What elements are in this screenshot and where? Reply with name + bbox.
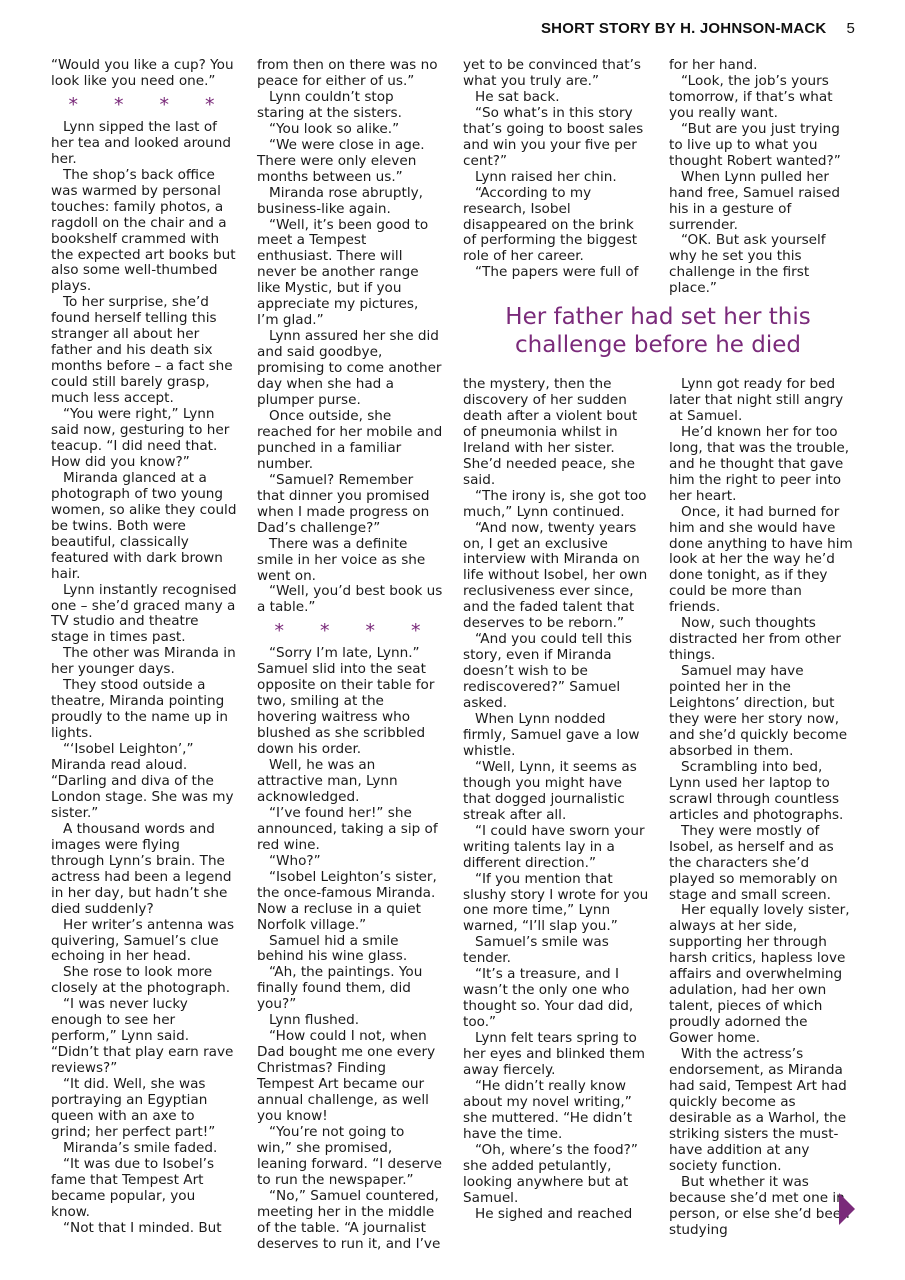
- paragraph: They stood outside a theatre, Miranda pointing proudly to the name up in lights.: [51, 677, 229, 742]
- story-byline: SHORT STORY BY H. JOHNSON-MACK: [540, 20, 827, 37]
- paragraph: When Lynn nodded firmly, Samuel gave a low whistle.: [463, 711, 640, 759]
- paragraph: But whether it was because she’d met one in person, or else she’d been studying: [669, 1173, 850, 1238]
- paragraph: When Lynn pulled her hand free, Samuel raised his in a gesture of surrender.: [669, 168, 841, 233]
- paragraph: The other was Miranda in her younger days.: [51, 645, 236, 678]
- paragraph: Lynn got ready for bed later that night still angry at Samuel.: [669, 376, 844, 424]
- paragraph: Miranda rose abruptly, business-like again.: [257, 184, 423, 217]
- paragraph: “It did. Well, she was portraying an Egyptian queen with an axe to grind; her perfect part!”: [51, 1076, 216, 1140]
- paragraph: “It was due to Isobel’s fame that Tempest Art became popular, you know.: [51, 1155, 215, 1220]
- paragraph: from then on there was no peace for either of us.”: [257, 57, 438, 89]
- column-1: [51, 58, 237, 1237]
- paragraph: She rose to look more closely at the photograph.: [51, 964, 231, 997]
- paragraph: “The papers were full of: [475, 264, 639, 281]
- paragraph: Lynn couldn’t stop staring at the sisters.: [257, 88, 402, 121]
- paragraph: “Oh, where’s the food?” she added petulantly, looking anywhere but at Samuel.: [463, 1141, 638, 1206]
- paragraph: Lynn sipped the last of her tea and looked around her.: [51, 118, 232, 167]
- paragraph: There was a definite smile in her voice as she went on.: [257, 535, 426, 584]
- paragraph: “Who?”: [269, 852, 321, 869]
- paragraph: “So what’s in this story that’s going to boost sales and win you your five per cent?”: [463, 104, 644, 169]
- column-4-bottom: [669, 377, 855, 1238]
- paragraph: Samuel’s smile was tender.: [463, 934, 609, 967]
- paragraph: “And now, twenty years on, I get an exclusive interview with Miranda on life without Isobel, her own reclusiveness ever since, and the faded talent that deserves to be reborn.”: [463, 519, 648, 632]
- paragraph: “How could I not, when Dad bought me one every Christmas? Finding Tempest Art became our annual challenge, as well you know!: [257, 1028, 436, 1124]
- paragraph: To her surprise, she’d found herself telling this stranger all about her father and his death six months before – a fact she could still barely grasp, much less accept.: [51, 294, 233, 407]
- paragraph: Samuel may have pointed her in the Leightons’ direction, but they were her story now, and she’d quickly become absorbed in them.: [669, 663, 848, 759]
- paragraph: “‘Isobel Leighton’,” Miranda read aloud. “Darling and diva of the London stage. She was my sister.”: [51, 741, 234, 821]
- paragraph: “Isobel Leighton’s sister, the once-famous Miranda. Now a recluse in a quiet Norfolk village.”: [257, 868, 437, 933]
- paragraph: A thousand words and images were flying through Lynn’s brain. The actress had been a legend in her day, but hadn’t she died suddenly?: [51, 820, 232, 917]
- paragraph: He’d known her for too long, that was the trouble, and he thought that gave him the right to peer into her heart.: [669, 423, 850, 504]
- paragraph: “According to my research, Isobel disappeared on the brink of performing the biggest role of her career.: [463, 184, 638, 265]
- paragraph: Once outside, she reached for her mobile and punched in a familiar number.: [257, 407, 443, 472]
- paragraph: “Not that I minded. But: [63, 1219, 222, 1236]
- column-4-top: [669, 58, 855, 297]
- paragraph: “It’s a treasure, and I wasn’t the only one who thought so. Your dad did, too.”: [463, 966, 634, 1031]
- paragraph: “OK. But ask yourself why he set you this challenge in the first place.”: [669, 232, 826, 297]
- page-number: 5: [846, 20, 855, 37]
- paragraph: “Ah, the paintings. You finally found them, did you?”: [257, 964, 423, 1013]
- paragraph: He sat back.: [475, 88, 560, 105]
- paragraph: “If you mention that slushy story I wrote for you one more time,” Lynn warned, “I’ll slap you.”: [463, 870, 649, 935]
- paragraph: “I could have sworn your writing talents lay in a different direction.”: [463, 822, 645, 871]
- paragraph: Lynn flushed.: [269, 1012, 360, 1029]
- column-3-bottom: [463, 377, 649, 1223]
- paragraph: “Well, you’d best book us a table.”: [257, 583, 443, 616]
- paragraph: Lynn instantly recognised one – she’d graced many a TV studio and theatre stage in times past.: [51, 581, 237, 646]
- paragraph: Lynn felt tears spring to her eyes and blinked them away fiercely.: [463, 1030, 646, 1078]
- pull-quote: Her father had set her this challenge before he died: [505, 304, 811, 358]
- paragraph: “I was never lucky enough to see her perform,” Lynn said. “Didn’t that play earn rave reviews?”: [51, 996, 234, 1077]
- paragraph: “Would you like a cup? You look like you need one.”: [51, 57, 234, 89]
- paragraph: the mystery, then the discovery of her sudden death after a violent bout of pneumonia whilst in Ireland with her sister. She’d needed peace, she said.: [463, 376, 638, 488]
- paragraph: The shop’s back office was warmed by personal touches: family photos, a ragdoll on the chair and a bookshelf crammed with the expected art books but also some well-thumbed plays.: [51, 166, 236, 295]
- section-break-stars: * * * *: [68, 93, 230, 116]
- paragraph: “No,” Samuel countered, meeting her in the middle of the table. “A journalist deserves to run it, and I’ve: [257, 1187, 441, 1252]
- paragraph: “Look, the job’s yours tomorrow, if that’s what you really want.: [669, 72, 833, 121]
- paragraph: “We were close in age. There were only eleven months between us.”: [257, 136, 425, 185]
- paragraph: “You’re not going to win,” she promised, leaning forward. “I deserve to run the newspaper.”: [257, 1123, 442, 1188]
- column-3-top: [463, 58, 649, 281]
- paragraph: “Well, it’s been good to meet a Tempest enthusiast. There will never be another range like Mystic, but if you appreciate my pictures, I’m glad.”: [257, 216, 429, 329]
- paragraph: “You look so alike.”: [269, 120, 400, 137]
- paragraph: “And you could tell this story, even if Miranda doesn’t wish to be rediscovered?” Samuel asked.: [463, 631, 632, 712]
- paragraph: Her equally lovely sister, always at her side, supporting her through harsh critics, hapless love affairs and overwhelming adulation, had her own talent, pieces of which proudly adorned the Gower home.: [669, 902, 850, 1047]
- paragraph: With the actress’s endorsement, as Miranda had said, Tempest Art had quickly become as desirable as a Warhol, the striking sisters the must-have addition at any society function.: [669, 1046, 847, 1174]
- paragraph: “Well, Lynn, it seems as though you might have that dogged journalistic streak after all.: [463, 758, 637, 823]
- paragraph: “I’ve found her!” she announced, taking a sip of red wine.: [257, 804, 438, 853]
- page-header: [541, 20, 855, 37]
- paragraph: They were mostly of Isobel, as herself and as the characters she’d played so memorably on stage and small screen.: [669, 822, 838, 903]
- paragraph: “But are you just trying to live up to what you thought Robert wanted?”: [669, 120, 841, 169]
- paragraph: Miranda glanced at a photograph of two young women, so alike they could be twins. Both were beautiful, classically featured with dark brown hair.: [51, 469, 237, 582]
- paragraph: yet to be convinced that’s what you truly are.”: [463, 57, 641, 89]
- column-2: [257, 58, 443, 1253]
- paragraph: Lynn assured her she did and said goodbye, promising to come another day when she had a plumper purse.: [257, 328, 442, 409]
- paragraph: Lynn raised her chin.: [475, 168, 617, 185]
- paragraph: Her writer’s antenna was quivering, Samuel’s clue echoing in her head.: [51, 916, 235, 965]
- paragraph: Scrambling into bed, Lynn used her laptop to scrawl through countless articles and photographs.: [669, 758, 844, 823]
- paragraph: “He didn’t really know about my novel writing,” she muttered. “He didn’t have the time.: [463, 1077, 633, 1142]
- paragraph: Miranda’s smile faded.: [63, 1139, 218, 1156]
- continue-arrow-icon: [839, 1193, 855, 1225]
- paragraph: for her hand.: [669, 57, 758, 73]
- paragraph: Once, it had burned for him and she would have done anything to have him look at her the way he’d done tonight, as if they could be more than friends.: [669, 503, 853, 616]
- paragraph: “Samuel? Remember that dinner you promised when I made progress on Dad’s challenge?”: [257, 471, 430, 536]
- paragraph: “You were right,” Lynn said now, gesturing to her teacup. “I did need that. How did you know?”: [51, 406, 230, 470]
- section-break-stars: * * * *: [274, 620, 436, 643]
- paragraph: Well, he was an attractive man, Lynn acknowledged.: [257, 757, 398, 805]
- paragraph: Samuel hid a smile behind his wine glass.: [257, 932, 408, 965]
- paragraph: Now, such thoughts distracted her from other things.: [669, 615, 841, 664]
- paragraph: He sighed and reached: [475, 1205, 633, 1222]
- paragraph: “Sorry I’m late, Lynn.” Samuel slid into the seat opposite on their table for two, smiling at the hovering waitress who blushed as she scribbled down his order.: [257, 645, 435, 758]
- paragraph: “The irony is, she got too much,” Lynn continued.: [463, 487, 647, 520]
